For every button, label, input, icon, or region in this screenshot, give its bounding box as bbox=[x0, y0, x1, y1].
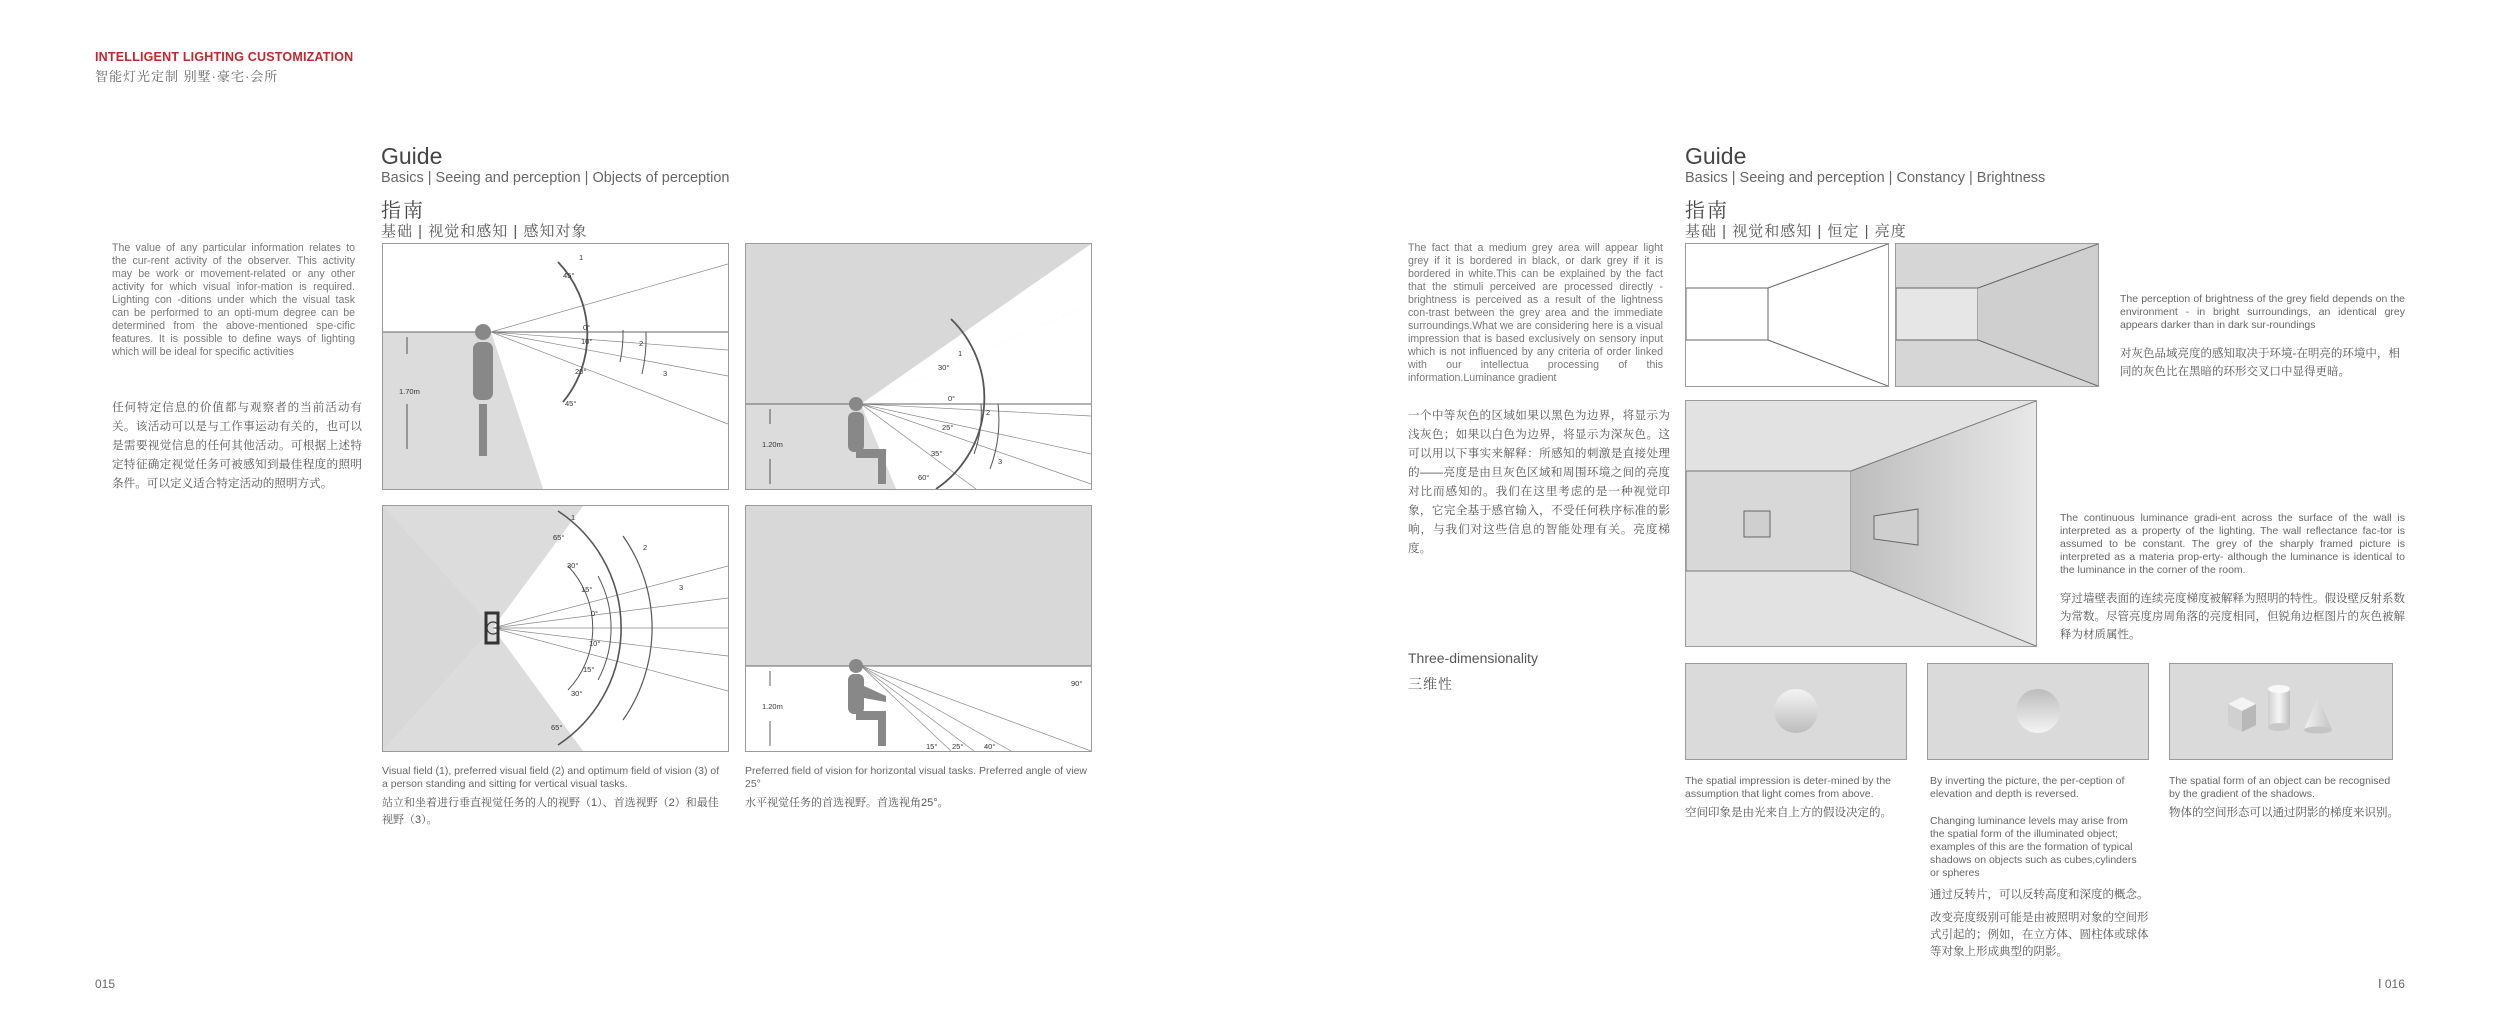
brand-title-en: INTELLIGENT LIGHTING CUSTOMIZATION bbox=[95, 50, 354, 64]
fig1-label-zone-2: 2 bbox=[639, 339, 644, 348]
left-caption-2-en: Preferred field of vision for horizontal visual tasks. Preferred angle of view 25° bbox=[745, 765, 1087, 790]
left-caption-1-en: Visual field (1), preferred visual field (2) and optimum field of vision (3) of a person standing and sitting for vertical visual tasks. bbox=[382, 765, 720, 790]
right-page-subtitle-cn: 基础 | 视觉和感知 | 恒定 | 亮度 bbox=[1685, 223, 1907, 240]
figure-room-bright bbox=[1685, 243, 1889, 387]
left-page-title: Guide bbox=[381, 143, 443, 169]
right-note-1-en: The perception of brightness of the grey field depends on the environment - in bright surroundings, an identical grey appears darker than in dark sur-roundings bbox=[2120, 293, 2405, 331]
figure-horizontal-task-field bbox=[745, 505, 1092, 752]
fig3-label-angle-15-down: 15° bbox=[583, 665, 595, 674]
fig4-label-angle-25: 25° bbox=[952, 742, 964, 751]
fig3-label-angle-15-up: 15° bbox=[581, 585, 593, 594]
fig3-label-angle-65-down: 65° bbox=[551, 723, 563, 732]
right-page-number: Ⅰ 016 bbox=[2378, 977, 2405, 991]
figure-standing-visual-field bbox=[382, 243, 729, 490]
right-caption-c-en: The spatial form of an object can be recognised by the gradient of the shadows. bbox=[2169, 775, 2391, 800]
right-intro-cn: 一个中等灰色的区域如果以黑色为边界，将显示为浅灰色；如果以白色为边界，将显示为深灰色。这可以用以下事实来解释：所感知的刺激是直接处理的——亮度是由旦灰色区域和周围环境之间的亮度对比而感知的。我们在这里考虑的是一种视觉印象，它完全基于感官输入，不受任何秩序标准的影响，与我们对这些信息的智能处理有关。亮度梯度。 bbox=[1408, 409, 1670, 555]
left-caption-2-cn: 水平视觉任务的首选视野。首选视角25°。 bbox=[745, 797, 949, 809]
figure-room-dark bbox=[1895, 243, 2099, 387]
right-note-2-en: The continuous luminance gradi-ent across the surface of the wall is interpreted as a property of the lighting. The wall reflectance fac-tor is assumed to be constant. The grey of the sharply framed picture is interpreted as a materia prop-erty- although the luminance is identical to the luminance in the corner of the room. bbox=[2060, 512, 2405, 576]
fig4-label-angle-15: 15° bbox=[926, 742, 938, 751]
fig3-label-zone-1: 1 bbox=[571, 513, 576, 522]
fig2-label-angle-30: 30° bbox=[938, 363, 950, 372]
left-page-subtitle-cn: 基础 | 视觉和感知 | 感知对象 bbox=[381, 223, 588, 240]
fig1-label-angle-45-down: 45° bbox=[565, 399, 577, 408]
figure-cube-cylinder-cone bbox=[2169, 663, 2393, 760]
three-dimensionality-title-en: Three-dimensionality bbox=[1408, 650, 1538, 666]
fig1-label-angle-10: 10° bbox=[581, 337, 593, 346]
left-page-subtitle: Basics | Seeing and perception | Objects of perception bbox=[381, 170, 730, 186]
left-intro-en: The value of any particular information relates to the cur-rent activity of the observer. This activity may be work or movement-related or any other activity for which visual infor-mation is required. Lighting con -ditions under which the visual task can be performed to an opti-mum degree can be determined from the above-mentioned spe-cific features. It is possible to define ways of lighting which will be ideal for specific activities bbox=[112, 242, 355, 358]
right-page-title-cn: 指南 bbox=[1685, 200, 1729, 222]
fig1-label-angle-0: 0° bbox=[583, 323, 591, 332]
fig3-label-zone-3: 3 bbox=[679, 583, 684, 592]
fig3-label-angle-30-up: 30° bbox=[567, 561, 579, 570]
fig3-label-zone-2: 2 bbox=[643, 543, 648, 552]
left-intro-cn: 任何特定信息的价值都与观察者的当前活动有关。该活动可以是与工作事运动有关的，也可以是需要视觉信息的任何其他活动。可根据上述特定特征确定视觉任务可被感知到最佳程度的照明条件。可以定义适合特定活动的照明方式。 bbox=[112, 401, 362, 490]
right-page-title: Guide bbox=[1685, 143, 1747, 169]
fig1-label-zone-3: 3 bbox=[663, 369, 668, 378]
fig3-label-angle-30-down: 30° bbox=[571, 689, 583, 698]
right-caption-b-en-1: By inverting the picture, the per-ception of elevation and depth is reversed. bbox=[1930, 775, 2125, 800]
right-page-subtitle: Basics | Seeing and perception | Constancy | Brightness bbox=[1685, 170, 2046, 186]
fig1-label-angle-45-up: 45° bbox=[563, 271, 575, 280]
fig1-label-height: 1.70m bbox=[399, 387, 420, 396]
fig2-label-zone-3: 3 bbox=[998, 457, 1003, 466]
fig2-label-height: 1.20m bbox=[762, 440, 783, 449]
right-intro-en: The fact that a medium grey area will appear light grey if it is bordered in black, or dark grey if it is bordered in white.This can be explained by the fact that the stimuli perceived are processed directly - brightness is perceived as a result of the lightness con-trast between the grey area and the immediate surroundings.What we are considering here is a visual impression that is based exclusively on sensory input which is not influenced by any criteria of order linked with our intellectua processing of this information.Luminance gradient bbox=[1408, 242, 1663, 384]
figure-room-luminance-gradient bbox=[1685, 400, 2037, 647]
right-caption-a-cn: 空间印象是由光来自上方的假设决定的。 bbox=[1685, 807, 1892, 819]
fig3-label-angle-10: 10° bbox=[589, 639, 601, 648]
right-note-1-cn: 对灰色品域亮度的感知取决于环境-在明亮的环境中，相同的灰色比在黑暗的环形交叉口中显得更暗。 bbox=[2120, 348, 2400, 378]
fig2-label-angle-0: 0° bbox=[948, 394, 956, 403]
brand-title-cn: 智能灯光定制 别墅·豪宅·会所 bbox=[95, 69, 279, 84]
fig1-label-angle-20: 20° bbox=[575, 367, 587, 376]
fig2-label-zone-2: 2 bbox=[986, 408, 991, 417]
figure-sphere-lit-above bbox=[1685, 663, 1907, 760]
three-dimensionality-title-cn: 三维性 bbox=[1408, 676, 1453, 692]
fig4-label-angle-90: 90° bbox=[1071, 679, 1083, 688]
left-page-number: 015 bbox=[95, 977, 116, 991]
left-page-title-cn: 指南 bbox=[381, 200, 425, 222]
right-caption-b-cn-2: 改变亮度级别可能是由被照明对象的空间形式引起的；例如，在立方体、圆柱体或球体等对象上形成典型的阴影。 bbox=[1930, 912, 2149, 958]
fig2-label-angle-25: 25° bbox=[942, 423, 954, 432]
fig4-label-angle-40: 40° bbox=[984, 742, 996, 751]
fig2-label-angle-60: 60° bbox=[918, 473, 930, 482]
right-note-2-cn: 穿过墙壁表面的连续亮度梯度被解释为照明的特性。假设壁反射系数为常数。尽管亮度房周角落的亮度相同，但锐角边框图片的灰色被解释为材质属性。 bbox=[2060, 593, 2405, 641]
fig3-label-angle-65-up: 65° bbox=[553, 533, 565, 542]
right-caption-b-cn-1: 通过反转片，可以反转高度和深度的概念。 bbox=[1930, 889, 2149, 901]
right-caption-a-en: The spatial impression is deter-mined by the assumption that light comes from above. bbox=[1685, 775, 1892, 800]
fig3-label-angle-0: 0° bbox=[591, 609, 599, 618]
fig2-label-zone-1: 1 bbox=[958, 349, 963, 358]
fig4-label-height: 1.20m bbox=[762, 702, 783, 711]
left-caption-1-cn: 站立和坐着进行垂直视觉任务的人的视野（1）、首选视野（2）和最佳视野（3）。 bbox=[382, 797, 719, 826]
right-caption-c-cn: 物体的空间形态可以通过阴影的梯度来识别。 bbox=[2169, 807, 2399, 819]
figure-sphere-inverted bbox=[1927, 663, 2149, 760]
figure-top-view-visual-field bbox=[382, 505, 729, 752]
right-caption-b-en-2: Changing luminance levels may arise from the spatial form of the illuminated object; examples of this are the formation of typical shadows on objects such as cubes,cylinders or spheres bbox=[1930, 815, 2137, 879]
figure-sitting-visual-field bbox=[745, 243, 1092, 490]
fig1-label-zone-1: 1 bbox=[579, 253, 584, 262]
fig2-label-angle-35: 35° bbox=[931, 449, 943, 458]
